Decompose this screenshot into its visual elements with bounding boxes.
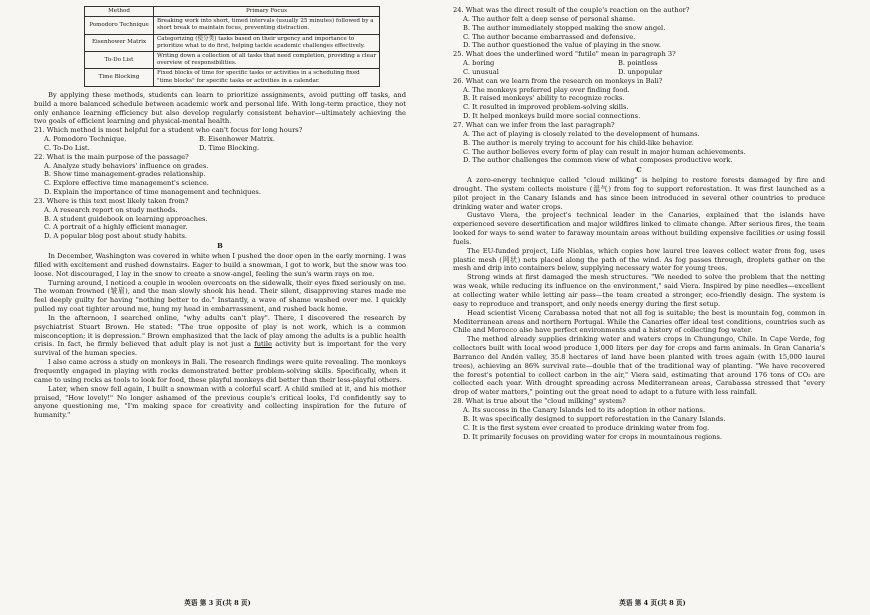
question-25: 25. What does the underlined word "futile" mean in paragraph 3?: [453, 50, 676, 59]
question-27: 27. What can we infer from the last paragraph?: [453, 120, 615, 129]
option-26-d[interactable]: D. It helped monkeys build more social connections.: [463, 112, 641, 121]
table-cell-method: Pomodoro Technique: [85, 17, 154, 34]
option-28-c[interactable]: C. It is the first system ever created to produce drinking water from fog.: [463, 423, 710, 432]
table-cell-focus: Breaking work into short, timed intervals (usually 25 minutes) followed by a short break to maintain focus, preventing distraction.: [154, 17, 380, 34]
section-b-heading: B: [217, 242, 223, 251]
passage-b-paragraph-2: Turning around, I noticed a couple in woolen overcoats on the sidewalk, their eyes fixed seriously on me. The woman frowned (皱眉), and the man slowly shook his head. Their silent, disapproving stares made me feel deeply guilty for having "nothing better to do." Instantly, a wave of shame washed over me. I quickly pulled my coat tighter around me, hung my head in embarrassment, and rushed back home.: [34, 278, 406, 314]
passage-b-paragraph-5: Later, when snow fell again, I built a snowman with a colorful scarf. A child smiled at it, and his mother praised, "How lovely!" No longer ashamed of the previous couple's critical looks, I'd confidently say to anyone questioning me, "I'm making space for creativity and collecting inspiration for the future of humanity.": [34, 384, 406, 420]
option-28-d[interactable]: D. It primarily focuses on providing water for crops in mountainous regions.: [463, 432, 723, 441]
passage-c-paragraph-4: Strong winds at first damaged the mesh structures. "We needed to solve the problem that the netting was weak, while reducing its influence on the environment," said Viera. Inspired by pine needles—excellent at collecting water while letting air pass—the team created a stronger, eco-friendly design. The system is easy to reproduce and transport, and only needs energy during the first setup.: [453, 273, 825, 308]
question-26: 26. What can we learn from the research on monkeys in Bali?: [453, 76, 663, 85]
option-25-a[interactable]: A. boring: [463, 59, 495, 68]
option-23-d[interactable]: D. A popular blog post about study habits.: [44, 232, 188, 241]
passage-c-paragraph-1: A zero-energy technique called "cloud milking" is helping to restore forests damaged by fire and drought. The system collects moisture (湿气) from fog to support reforestation. It was first launched as a pilot project in the Canary Islands and has since been introduced in several other countries to produce drinking water and water crops.: [453, 176, 825, 211]
option-26-c[interactable]: C. It resulted in improved problem-solving skills.: [463, 103, 629, 112]
table-row: [85, 34, 380, 51]
table-cell-focus: Fixed blocks of time for specific tasks or activities in a scheduling fixed "time blocks" for specific tasks or activities in a calendar.: [154, 69, 380, 86]
table-cell-method: To-Do List: [85, 52, 154, 69]
option-26-b[interactable]: B. It raised monkeys' ability to recognize rocks.: [463, 94, 625, 103]
option-28-b[interactable]: B. It was specifically designed to support reforestation in the Canary Islands.: [463, 414, 726, 423]
question-23: 23. Where is this text most likely taken from?: [34, 196, 189, 205]
table-cell-focus: Categorizing (使分类) tasks based on their urgency and importance to prioritize what to do first, helping tackle academic challenges effectively.: [154, 34, 380, 51]
option-25-b[interactable]: B. pointless: [618, 59, 658, 68]
question-22: 22. What is the main purpose of the passage?: [34, 152, 189, 161]
table-cell-method: Eisenhower Matrix: [85, 34, 154, 51]
option-22-d[interactable]: D. Explain the importance of time management and techniques.: [44, 188, 261, 197]
table-cell-method: Time Blocking: [85, 69, 154, 86]
methods-table: [84, 6, 380, 87]
option-25-c[interactable]: C. unusual: [463, 67, 499, 76]
option-27-b[interactable]: B. The author is merely trying to account for his child-like behavior.: [463, 138, 694, 147]
passage-c-paragraph-3: The EU-funded project, Life Nieblas, which copies how laurel tree leaves collect water from fog, uses plastic mesh (网状) nets placed along the path of the wind. As fog passes through, droplets gather on the mesh and drip into containers below, supplying necessary water for young trees.: [453, 246, 825, 273]
left-column: [34, 6, 406, 589]
question-28: 28. What is true about the "cloud milking" system?: [453, 397, 626, 406]
passage-c-paragraph-6: The method already supplies drinking water and waters crops in Chungungo, Chile. In Cape Verde, fog collectors built with local wood produce 1,000 liters per day for crops and farm animals. In Gran Canaria's Barranco del Andén valley, 35.8 hectares of land have been planted with trees again (with 15,000 laurel trees), achieving an 86% survival rate—double that of the traditional way of planting. "We have recovered the forest's potential to collect carbon in the air," Viera said, estimating that around 176 tons of CO₂ are collected each year. With drought spreading across Mediterranean areas, Carabassa stressed that "every drop of water matters," pointing out the great need to adapt to a future with less rainfall.: [453, 335, 825, 397]
passage-b-paragraph-3: [34, 314, 406, 358]
option-23-b[interactable]: B. A student guidebook on learning approaches.: [44, 214, 208, 223]
question-24: 24. What was the direct result of the couple's reaction on the author?: [453, 6, 690, 14]
table-header-row: [85, 7, 380, 17]
page-footer-right: 英语 第 4 页(共 8 页): [619, 599, 686, 607]
option-23-a[interactable]: A. A research report on study methods.: [44, 205, 178, 214]
option-26-a[interactable]: A. The monkeys preferred play over finding food.: [463, 85, 630, 94]
underlined-word-futile: futile: [254, 340, 272, 349]
question-21-options-row2: [34, 144, 406, 153]
passage-b-paragraph-1: In December, Washington was covered in white when I pushed the door open in the early morning. I was filled with excitement and rushed downstairs. Eager to build a snowman, I got to work, but the snow was too loose. Not discouraged, I lay in the snow to create a snow-angel, feeling the sun's warm rays on me.: [34, 252, 406, 278]
question-21-options-row1: [34, 135, 406, 144]
table-header-focus: Primary Focus: [154, 7, 380, 17]
right-column: [453, 6, 825, 589]
option-28-a[interactable]: A. Its success in the Canary Islands led to its adoption in other nations.: [463, 405, 706, 414]
option-27-c[interactable]: C. The author believes every form of play can result in major human achievements.: [463, 147, 746, 156]
option-27-a[interactable]: A. The act of playing is closely related to the development of humans.: [463, 129, 700, 138]
option-22-c[interactable]: C. Explore effective time management's science.: [44, 179, 209, 188]
option-25-d[interactable]: D. unpopular: [618, 67, 663, 76]
option-24-b[interactable]: B. The author immediately stopped making the snow angel.: [463, 23, 666, 32]
paragraph-3-text-end: activity but is important for the very survival of the human species.: [34, 340, 406, 358]
passage-a-conclusion: By applying these methods, students can learn to prioritize assignments, avoid putting off tasks, and build a more balanced schedule between academic work and personal life. With long-term practice, they not only enhance learning efficiency but also develop regularly consistent behavior—ultimately achieving the two goals of efficient learning and physical-mental health.: [34, 90, 406, 126]
option-21-c[interactable]: C. To-Do List.: [44, 143, 90, 152]
passage-c-paragraph-5: Head scientist Vicenç Carabassa noted that not all fog is suitable; the best is mountain fog, common in Mediterranean areas and northern Portugal. While the Canaries offer ideal test conditions, countries such as Chile and Morocco also have perfect environments and a history of collecting fog water.: [453, 308, 825, 335]
question-25-options-row1: [453, 59, 825, 68]
page-footer-left: 英语 第 3 页(共 8 页): [184, 599, 251, 607]
question-25-options-row2: [453, 68, 825, 77]
table-row: [85, 69, 380, 86]
paragraph-3-text-start: In the afternoon, I searched online, "why adults can't play". There, I discovered the research by psychiatrist Stuart Brown. He stated: "The true opposite of play is not work, which is a common misconception; it is depression." Brown emphasized that the lack of play among the adults is a public health crisis. In fact, he firmly believed that adult play is not just a: [34, 313, 406, 349]
option-27-d[interactable]: D. The author challenges the common view of what composes productive work.: [463, 156, 733, 165]
option-23-c[interactable]: C. A portrait of a highly efficient manager.: [44, 223, 188, 232]
option-24-c[interactable]: C. The author became embarrassed and defensive.: [463, 32, 636, 41]
table-row: [85, 52, 380, 69]
option-22-b[interactable]: B. Show time management-grades relationship.: [44, 170, 206, 179]
table-row: [85, 17, 380, 34]
option-24-a[interactable]: A. The author felt a deep sense of personal shame.: [463, 14, 636, 23]
section-c-heading: C: [636, 166, 642, 175]
option-21-b[interactable]: B. Eisenhower Matrix.: [199, 135, 275, 144]
passage-c-paragraph-2: Gustavo Viera, the project's technical leader in the Canaries, explained that the islands have experienced severe desertification and major wildfires linked to climate change. After serious fires, the team looked for ways to send water to faraway mountain areas without building expensive facilities or using fossil fuels.: [453, 211, 825, 246]
option-21-d[interactable]: D. Time Blocking.: [199, 143, 260, 152]
table-cell-focus: Writing down a collection of all tasks that need completion, providing a clear overview of responsibilities.: [154, 52, 380, 69]
option-22-a[interactable]: A. Analyze study behaviors' influence on grades.: [44, 161, 209, 170]
passage-b-paragraph-4: I also came across a study on monkeys in Bali. The research findings were quite revealing. The monkeys frequently engaged in playing with rocks demonstrated better problem-solving skills. Specifically, when it came to using rocks as tools to look for food, these playful monkeys did better than their less-playful others.: [34, 358, 406, 384]
right-page: [435, 0, 870, 615]
table-header-method: Method: [85, 7, 154, 17]
question-21: 21. Which method is most helpful for a student who can't focus for long hours?: [34, 126, 303, 135]
option-24-d[interactable]: D. The author questioned the value of playing in the snow.: [463, 41, 661, 50]
option-21-a[interactable]: A. Pomodoro Technique.: [44, 135, 127, 144]
